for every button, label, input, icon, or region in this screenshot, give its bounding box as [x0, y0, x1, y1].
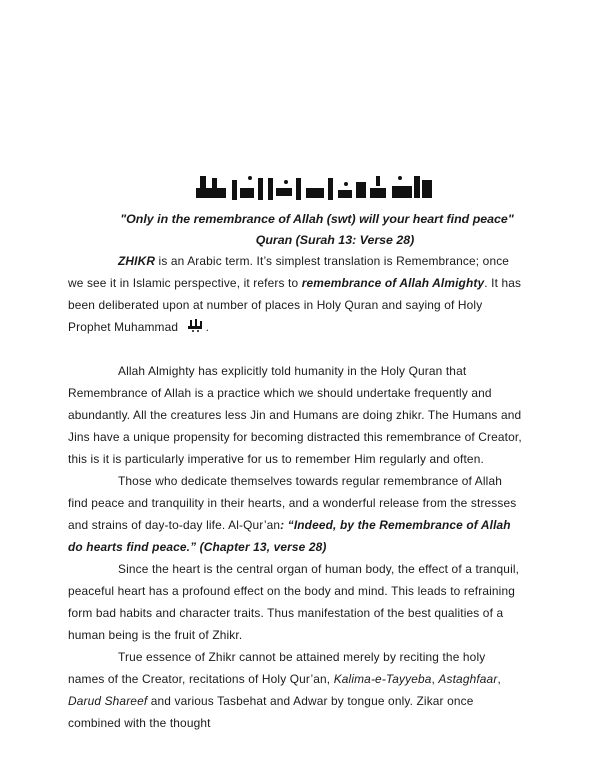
p1-end: .: [205, 320, 210, 334]
p3-colon: :: [280, 518, 288, 532]
paragraph-peace: [68, 470, 524, 558]
pbuh-calligraphy-icon: [186, 317, 206, 333]
p1-text-b: . It has been deliberated upon at number of places in Holy Quran and saying of Holy Prophet Muhammad: [68, 276, 522, 334]
quote-line: "Only in the remembrance of Allah (swt) will your heart find peace": [120, 212, 514, 226]
p5-text-a: True essence of Zhikr cannot be attained merely by reciting the holy names of the Creator, recitations of Holy Qur’an,: [68, 650, 486, 686]
quote-citation: Quran (Surah 13: Verse 28): [255, 233, 415, 247]
p3-text: Those who dedicate themselves towards regular remembrance of Allah find peace and tranquility in their hearts, and a wonderful release from the stresses and strains of day-to-day life. Al-Qur’an: [68, 474, 517, 532]
quran-quote: “Indeed, by the Remembrance of Allah do hearts find peace.” (Chapter 13, verse 28): [68, 518, 511, 554]
term-astaghfaar: Astaghfaar: [438, 672, 498, 686]
paragraph-zhikr-definition: [68, 250, 524, 338]
p5-text-b: and various Tasbehat and Adwar by tongue only. Zikar once combined with the thought: [68, 694, 474, 730]
term-kalima: Kalima-e-Tayyeba: [333, 672, 432, 686]
paragraph-essence: [68, 646, 524, 734]
paragraph-heart: [68, 558, 524, 646]
p5-sep-2: ,: [497, 672, 501, 686]
p4-text: Since the heart is the central organ of human body, the effect of a tranquil, peaceful heart has a profound effect on the body and mind. This leads to refraining form bad habits and character traits. Thus manifestation of the best qualities of a human being is the fruit of Zhikr.: [68, 562, 520, 642]
p5-sep-1: ,: [431, 672, 439, 686]
remembrance-emphasis: remembrance of Allah Almighty: [301, 276, 485, 290]
p1-text-a: is an Arabic term. It’s simplest translation is Remembrance; once we see it in Islamic perspective, it refers to: [68, 254, 510, 290]
zhikr-term: ZHIKR: [118, 254, 156, 268]
p2-text: Allah Almighty has explicitly told humanity in the Holy Quran that Remembrance of Allah is a practice which we should undertake frequently and abundantly. All the creatures less Jin and Humans are doing zhikr. The Humans and Jins have a unique propensity for becoming distracted this remembrance of Creator, this is it is particularly imperative for us to remember Him regularly and often.: [68, 364, 522, 466]
urdu-heading-calligraphy: [190, 170, 440, 204]
paragraph-remembrance-practice: [68, 360, 524, 470]
term-darud: Darud Shareef: [68, 694, 148, 708]
